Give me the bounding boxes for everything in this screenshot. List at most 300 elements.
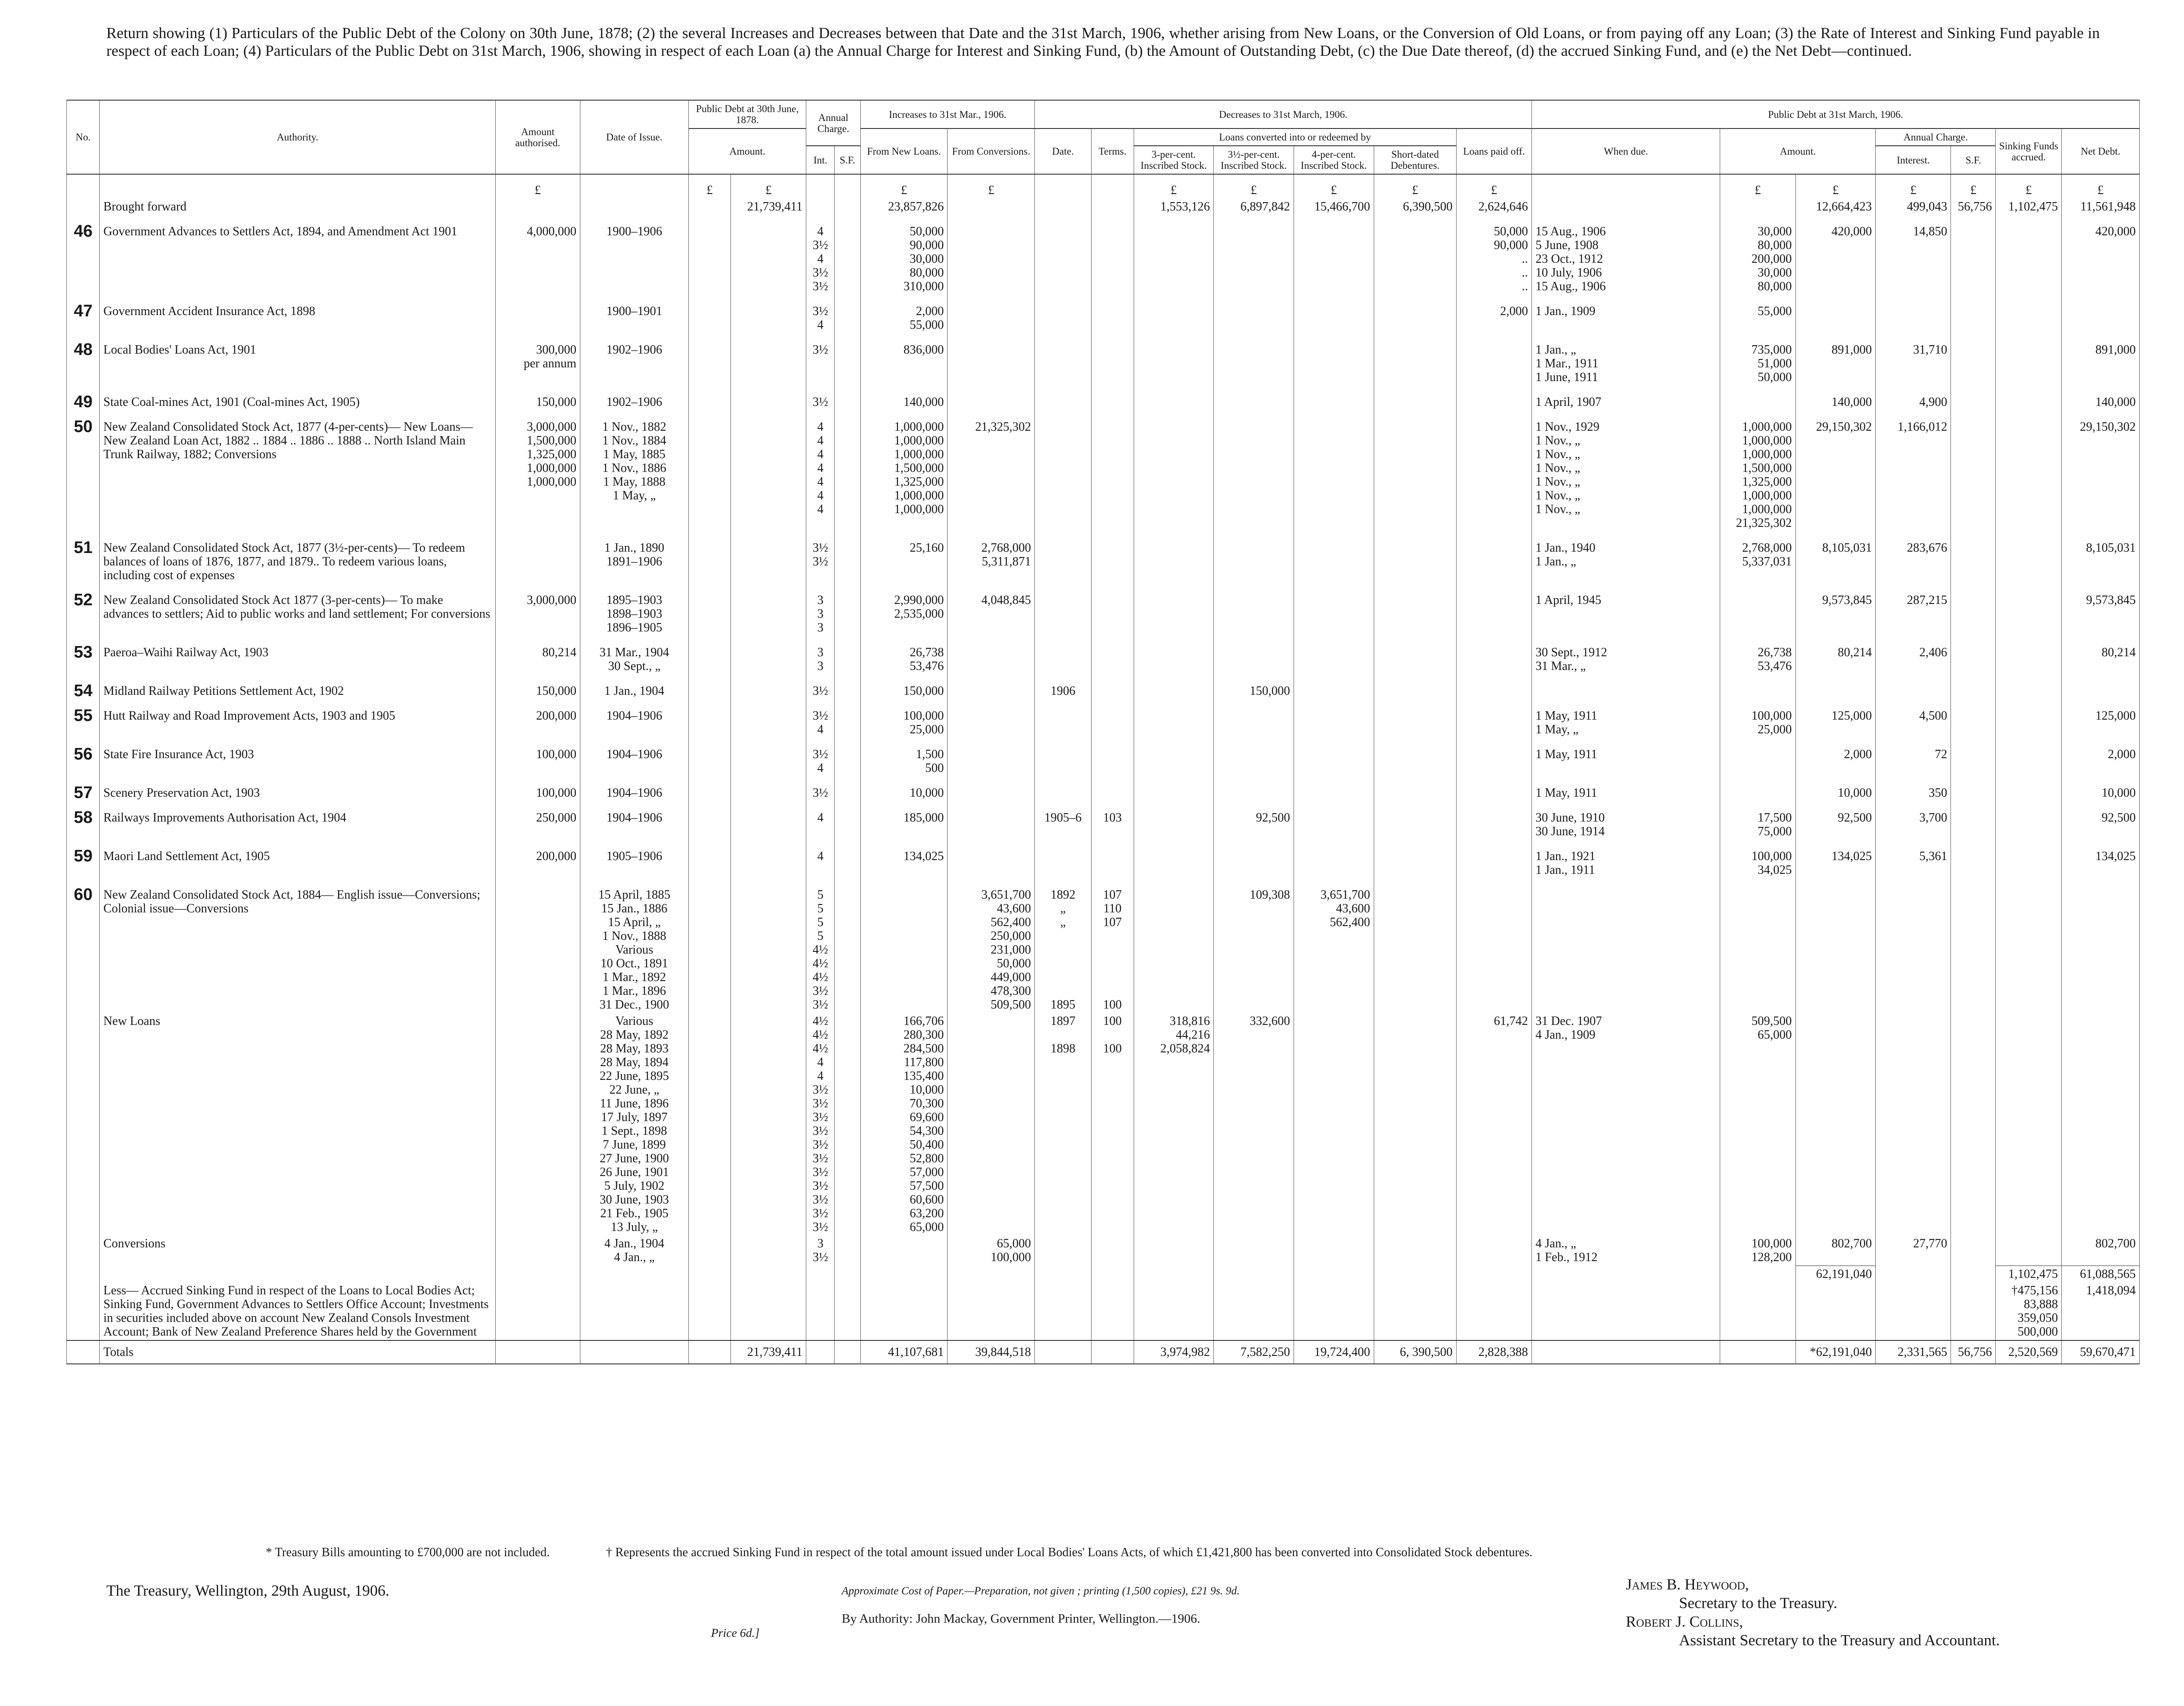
cell-int: 4½ 4½ 4½ 4 4 3½ 3½ 3½ 3½ 3½ 3½ 3½ 3½ 3½ 3½ 3½ bbox=[806, 1013, 835, 1235]
cell-c35 bbox=[1214, 699, 1294, 738]
cell-sfa: 1,102,475 bbox=[1996, 1266, 2062, 1282]
table-header bbox=[67, 100, 2140, 174]
cell-dd bbox=[1035, 410, 1092, 531]
cell-no: 57 bbox=[67, 776, 100, 801]
cell-a1: 17,500 75,000 bbox=[1720, 801, 1795, 840]
cell-t1: 2,000 bbox=[1795, 738, 1876, 776]
cell-po bbox=[1456, 386, 1531, 410]
cell-c3 bbox=[1134, 1266, 1214, 1282]
cell-t1: 134,025 bbox=[1795, 840, 1876, 878]
cell-cv: 65,000 100,000 bbox=[948, 1235, 1035, 1266]
cell-int: 3½ bbox=[806, 776, 835, 801]
cell-di: 1904–1906 bbox=[580, 801, 689, 840]
cell-as bbox=[1951, 1282, 1996, 1340]
cell-po bbox=[1456, 531, 1531, 584]
cell-wd: 15 Aug., 1906 5 June, 1908 23 Oct., 1912 10 July, 1906 15 Aug., 1906 bbox=[1532, 215, 1720, 295]
col-three-half-pc: 3½-per-cent. Inscribed Stock. bbox=[1214, 146, 1294, 174]
cell-po bbox=[1456, 1266, 1531, 1282]
cell-dd: 1906 bbox=[1035, 674, 1092, 699]
cell-wd: 1 April, 1945 bbox=[1532, 584, 1720, 636]
cell-dp0 bbox=[688, 738, 731, 776]
cell-c4 bbox=[1294, 295, 1374, 333]
cell-dp bbox=[731, 738, 806, 776]
pound-cell bbox=[835, 174, 860, 199]
cell-po bbox=[1456, 738, 1531, 776]
cell-as bbox=[1951, 878, 1996, 1013]
cell-sfc bbox=[835, 699, 860, 738]
cell-cv bbox=[948, 386, 1035, 410]
col-authority: Authority. bbox=[100, 100, 495, 174]
cell-cv bbox=[948, 1013, 1035, 1235]
cell-sfa bbox=[1996, 636, 2062, 674]
cell-net: 125,000 bbox=[2062, 699, 2140, 738]
cell-wd: 1 Jan., „ 1 Mar., 1911 1 June, 1911 bbox=[1532, 333, 1720, 386]
cell-auth: Railways Improvements Authorisation Act, 1904 bbox=[100, 801, 495, 840]
cell-t1: 9,573,845 bbox=[1795, 584, 1876, 636]
cell-sfc bbox=[835, 199, 860, 215]
cell-c35 bbox=[1214, 1266, 1294, 1282]
cell-wd: 1 Jan., 1940 1 Jan., „ bbox=[1532, 531, 1720, 584]
cell-wd: 1 May, 1911 1 May, „ bbox=[1532, 699, 1720, 738]
cell-nl: 10,000 bbox=[860, 776, 948, 801]
cell-aa bbox=[495, 531, 580, 584]
cell-po bbox=[1456, 840, 1531, 878]
cell-wd: 1 Jan., 1909 bbox=[1532, 295, 1720, 333]
cell-nl: 25,160 bbox=[860, 531, 948, 584]
pound-cell: £ bbox=[1795, 174, 1876, 199]
cell-as bbox=[1951, 1235, 1996, 1266]
cell-po bbox=[1456, 878, 1531, 1013]
cell-sfa bbox=[1996, 801, 2062, 840]
cell-as bbox=[1951, 699, 1996, 738]
cell-ai: 27,770 bbox=[1876, 1235, 1951, 1266]
cell-aa: 80,214 bbox=[495, 636, 580, 674]
table-row bbox=[67, 878, 2140, 1013]
table-row bbox=[67, 738, 2140, 776]
cell-auth: New Zealand Consolidated Stock Act, 1877 (3½-per-cents)— To redeem balances of loans of 1876, 1877, and 1879.. To redeem various loans, including cost of expenses bbox=[100, 531, 495, 584]
cell-sd bbox=[1374, 801, 1456, 840]
cell-int: 3 3 3 bbox=[806, 584, 835, 636]
cell-net: 802,700 bbox=[2062, 1235, 2140, 1266]
cell-dd: 1905–6 bbox=[1035, 801, 1092, 840]
cell-int: 3½ 3½ bbox=[806, 531, 835, 584]
cell-ai: 31,710 bbox=[1876, 333, 1951, 386]
cell-di bbox=[580, 1340, 689, 1364]
cell-auth: Scenery Preservation Act, 1903 bbox=[100, 776, 495, 801]
col-debt-1878: Public Debt at 30th June, 1878. bbox=[688, 100, 806, 129]
cell-tm bbox=[1091, 738, 1134, 776]
cell-sfc bbox=[835, 636, 860, 674]
cell-nl: 41,107,681 bbox=[860, 1340, 948, 1364]
cell-int bbox=[806, 199, 835, 215]
cell-nl: 185,000 bbox=[860, 801, 948, 840]
cell-dd bbox=[1035, 295, 1092, 333]
cell-no: 53 bbox=[67, 636, 100, 674]
cell-di: 1902–1906 bbox=[580, 386, 689, 410]
cell-no bbox=[67, 1340, 100, 1364]
cell-dp bbox=[731, 636, 806, 674]
pound-cell: £ bbox=[1134, 174, 1214, 199]
cell-a1 bbox=[1720, 738, 1795, 776]
cell-c4 bbox=[1294, 674, 1374, 699]
cell-no: 46 bbox=[67, 215, 100, 295]
cell-sd bbox=[1374, 878, 1456, 1013]
cell-as bbox=[1951, 295, 1996, 333]
cell-cv bbox=[948, 776, 1035, 801]
cell-as bbox=[1951, 410, 1996, 531]
cell-t1 bbox=[1795, 295, 1876, 333]
cell-ai: 14,850 bbox=[1876, 215, 1951, 295]
cell-po bbox=[1456, 636, 1531, 674]
cell-net bbox=[2062, 1013, 2140, 1235]
cell-c35: 109,308 bbox=[1214, 878, 1294, 1013]
cell-net bbox=[2062, 295, 2140, 333]
col-increases: Increases to 31st Mar., 1906. bbox=[860, 100, 1034, 129]
cell-tm bbox=[1091, 1282, 1134, 1340]
cell-sd bbox=[1374, 215, 1456, 295]
cell-int bbox=[806, 1266, 835, 1282]
cell-ai bbox=[1876, 878, 1951, 1013]
cell-c4: 19,724,400 bbox=[1294, 1340, 1374, 1364]
cell-wd bbox=[1532, 199, 1720, 215]
cell-di bbox=[580, 1266, 689, 1282]
cell-dd bbox=[1035, 531, 1092, 584]
cell-c3 bbox=[1134, 776, 1214, 801]
cell-c4 bbox=[1294, 410, 1374, 531]
footnote-dagger: † Represents the accrued Sinking Fund in respect of the total amount issued under Local Bodies' Loans Acts, of which £1,421,800 has been converted into Consolidated Stock debentures. bbox=[606, 1546, 1533, 1559]
pound-symbol-row bbox=[67, 174, 2140, 199]
cell-sd bbox=[1374, 531, 1456, 584]
cell-ai: 72 bbox=[1876, 738, 1951, 776]
cell-tm bbox=[1091, 410, 1134, 531]
cell-a1: 509,500 65,000 bbox=[1720, 1013, 1795, 1235]
cell-sfa bbox=[1996, 215, 2062, 295]
cell-c3 bbox=[1134, 584, 1214, 636]
cell-aa: 3,000,000 bbox=[495, 584, 580, 636]
cell-as bbox=[1951, 1013, 1996, 1235]
cell-t1 bbox=[1795, 878, 1876, 1013]
cell-dd bbox=[1035, 840, 1092, 878]
cell-c35 bbox=[1214, 636, 1294, 674]
pound-cell: £ bbox=[1876, 174, 1951, 199]
cell-dd: 1897 1898 bbox=[1035, 1013, 1092, 1235]
cell-dp0 bbox=[688, 333, 731, 386]
cell-c35: 150,000 bbox=[1214, 674, 1294, 699]
table-row bbox=[67, 531, 2140, 584]
cell-net: 134,025 bbox=[2062, 840, 2140, 878]
cell-cv bbox=[948, 199, 1035, 215]
cell-dp0 bbox=[688, 410, 731, 531]
table-row bbox=[67, 674, 2140, 699]
pound-cell: £ bbox=[1951, 174, 1996, 199]
cell-c4 bbox=[1294, 1266, 1374, 1282]
cell-dp bbox=[731, 333, 806, 386]
cell-c3 bbox=[1134, 410, 1214, 531]
cell-dp: 21,739,411 bbox=[731, 1340, 806, 1364]
cell-no bbox=[67, 1266, 100, 1282]
cell-c3 bbox=[1134, 333, 1214, 386]
cell-dp bbox=[731, 1013, 806, 1235]
cell-dd bbox=[1035, 199, 1092, 215]
cell-c35 bbox=[1214, 386, 1294, 410]
cell-aa: 250,000 bbox=[495, 801, 580, 840]
cell-di: 1 Nov., 1882 1 Nov., 1884 1 May, 1885 1 Nov., 1886 1 May, 1888 1 May, „ bbox=[580, 410, 689, 531]
cell-sfc bbox=[835, 215, 860, 295]
cell-tm bbox=[1091, 386, 1134, 410]
cell-t1 bbox=[1795, 1282, 1876, 1340]
col-amount-1878: Amount. bbox=[688, 129, 806, 174]
table-row bbox=[67, 1013, 2140, 1235]
cell-auth: Midland Railway Petitions Settlement Act, 1902 bbox=[100, 674, 495, 699]
cell-int: 5 5 5 5 4½ 4½ 4½ 3½ 3½ bbox=[806, 878, 835, 1013]
cell-aa bbox=[495, 295, 580, 333]
col-date-of-issue: Date of Issue. bbox=[580, 100, 689, 174]
cell-sd bbox=[1374, 1282, 1456, 1340]
cell-dp bbox=[731, 699, 806, 738]
cell-cv: 3,651,700 43,600 562,400 250,000 231,000 50,000 449,000 478,300 509,500 bbox=[948, 878, 1035, 1013]
pound-cell bbox=[67, 174, 100, 199]
cell-cv: 21,325,302 bbox=[948, 410, 1035, 531]
col-interest: Interest. bbox=[1876, 146, 1951, 174]
cell-no: 59 bbox=[67, 840, 100, 878]
cell-c35 bbox=[1214, 1282, 1294, 1340]
cell-aa: 300,000 per annum bbox=[495, 333, 580, 386]
cell-di: 4 Jan., 1904 4 Jan., „ bbox=[580, 1235, 689, 1266]
col-annual-charge: Annual Charge. bbox=[806, 100, 860, 146]
table-row bbox=[67, 699, 2140, 738]
cell-ai bbox=[1876, 674, 1951, 699]
cell-net: 1,418,094 bbox=[2062, 1282, 2140, 1340]
cell-wd: 1 Jan., 1921 1 Jan., 1911 bbox=[1532, 840, 1720, 878]
pound-cell: £ bbox=[1720, 174, 1795, 199]
cell-c3: 318,816 44,216 2,058,824 bbox=[1134, 1013, 1214, 1235]
imprint-block bbox=[842, 1584, 1462, 1626]
cell-sfc bbox=[835, 531, 860, 584]
footnotes bbox=[266, 1546, 2126, 1560]
cell-no bbox=[67, 1282, 100, 1340]
cell-aa bbox=[495, 199, 580, 215]
col-debt-1906: Public Debt at 31st March, 1906. bbox=[1532, 100, 2140, 129]
table-row bbox=[67, 215, 2140, 295]
signatory-1-name: James B. Heywood, bbox=[1626, 1576, 1749, 1593]
cell-no bbox=[67, 1013, 100, 1235]
cell-tm bbox=[1091, 215, 1134, 295]
cell-aa: 200,000 bbox=[495, 840, 580, 878]
cell-as bbox=[1951, 636, 1996, 674]
cell-sfc bbox=[835, 1282, 860, 1340]
cell-aa bbox=[495, 1235, 580, 1266]
cell-dd: 1892 „ „ 1895 bbox=[1035, 878, 1092, 1013]
cell-c35 bbox=[1214, 215, 1294, 295]
col-four-pc: 4-per-cent. Inscribed Stock. bbox=[1294, 146, 1374, 174]
cell-c4 bbox=[1294, 1282, 1374, 1340]
col-converted-by: Loans converted into or redeemed by bbox=[1134, 129, 1456, 146]
cell-sfa bbox=[1996, 776, 2062, 801]
signatory-2-name: Robert J. Collins, bbox=[1626, 1613, 1743, 1630]
cell-sd bbox=[1374, 738, 1456, 776]
cell-sfc bbox=[835, 1340, 860, 1364]
cell-tm bbox=[1091, 699, 1134, 738]
cell-cv: 4,048,845 bbox=[948, 584, 1035, 636]
cell-dp bbox=[731, 215, 806, 295]
table-body bbox=[67, 174, 2140, 1364]
cell-aa: 150,000 bbox=[495, 674, 580, 699]
cell-sfa bbox=[1996, 840, 2062, 878]
cell-di: 1904–1906 bbox=[580, 738, 689, 776]
cell-t1: 420,000 bbox=[1795, 215, 1876, 295]
cell-po: 2,624,646 bbox=[1456, 199, 1531, 215]
col-no: No. bbox=[67, 100, 100, 174]
cell-dp0 bbox=[688, 1340, 731, 1364]
cell-cv bbox=[948, 1282, 1035, 1340]
cell-c4 bbox=[1294, 215, 1374, 295]
cell-net: 92,500 bbox=[2062, 801, 2140, 840]
cell-wd bbox=[1532, 1340, 1720, 1364]
cell-as bbox=[1951, 738, 1996, 776]
cell-t1: 12,664,423 bbox=[1795, 199, 1876, 215]
cell-sd bbox=[1374, 674, 1456, 699]
table-row bbox=[67, 199, 2140, 215]
cell-sfa bbox=[1996, 1235, 2062, 1266]
footnote-star: * Treasury Bills amounting to £700,000 are not included. bbox=[266, 1546, 550, 1559]
cell-ai bbox=[1876, 1013, 1951, 1235]
cell-dp0 bbox=[688, 199, 731, 215]
cell-cv bbox=[948, 801, 1035, 840]
cell-ai: 3,700 bbox=[1876, 801, 1951, 840]
cell-dp bbox=[731, 674, 806, 699]
cell-net: 10,000 bbox=[2062, 776, 2140, 801]
cell-c3: 3,974,982 bbox=[1134, 1340, 1214, 1364]
cell-net bbox=[2062, 674, 2140, 699]
cell-no bbox=[67, 199, 100, 215]
cell-net bbox=[2062, 878, 2140, 1013]
cell-sfa bbox=[1996, 584, 2062, 636]
cell-nl: 140,000 bbox=[860, 386, 948, 410]
cell-c4 bbox=[1294, 333, 1374, 386]
cell-tm bbox=[1091, 531, 1134, 584]
cell-as bbox=[1951, 531, 1996, 584]
pound-cell: £ bbox=[1214, 174, 1294, 199]
pound-cell: £ bbox=[1996, 174, 2062, 199]
cell-dp bbox=[731, 1282, 806, 1340]
cell-cv bbox=[948, 333, 1035, 386]
cell-nl: 150,000 bbox=[860, 674, 948, 699]
cell-c3: 1,553,126 bbox=[1134, 199, 1214, 215]
cell-sfc bbox=[835, 295, 860, 333]
cell-as bbox=[1951, 386, 1996, 410]
cell-no: 48 bbox=[67, 333, 100, 386]
cell-net: 8,105,031 bbox=[2062, 531, 2140, 584]
cell-net: 59,670,471 bbox=[2062, 1340, 2140, 1364]
cell-dp0 bbox=[688, 1266, 731, 1282]
cell-wd: 1 May, 1911 bbox=[1532, 738, 1720, 776]
cell-po: 2,000 bbox=[1456, 295, 1531, 333]
cell-a1: 30,000 80,000 200,000 30,000 80,000 bbox=[1720, 215, 1795, 295]
cell-sfa bbox=[1996, 333, 2062, 386]
cell-aa bbox=[495, 1266, 580, 1282]
cell-c3 bbox=[1134, 295, 1214, 333]
cell-as bbox=[1951, 801, 1996, 840]
cell-di: 31 Mar., 1904 30 Sept., „ bbox=[580, 636, 689, 674]
cell-int bbox=[806, 1282, 835, 1340]
cell-aa: 3,000,000 1,500,000 1,325,000 1,000,000 1,000,000 bbox=[495, 410, 580, 531]
cell-dd bbox=[1035, 1282, 1092, 1340]
pound-cell: £ bbox=[2062, 174, 2140, 199]
cell-no: 55 bbox=[67, 699, 100, 738]
cell-net: 9,573,845 bbox=[2062, 584, 2140, 636]
cell-c35: 332,600 bbox=[1214, 1013, 1294, 1235]
cell-tm bbox=[1091, 1266, 1134, 1282]
cell-dp0 bbox=[688, 1235, 731, 1266]
cell-dp bbox=[731, 410, 806, 531]
cell-dp: 21,739,411 bbox=[731, 199, 806, 215]
cell-nl: 2,990,000 2,535,000 bbox=[860, 584, 948, 636]
cell-c3 bbox=[1134, 1282, 1214, 1340]
cell-di: 1904–1906 bbox=[580, 699, 689, 738]
cell-ai: 4,500 bbox=[1876, 699, 1951, 738]
cell-a1: 26,738 53,476 bbox=[1720, 636, 1795, 674]
cell-sfc bbox=[835, 840, 860, 878]
cell-sfc bbox=[835, 333, 860, 386]
table-row bbox=[67, 295, 2140, 333]
cell-nl: 2,000 55,000 bbox=[860, 295, 948, 333]
cell-t1 bbox=[1795, 1013, 1876, 1235]
cell-dp0 bbox=[688, 801, 731, 840]
cell-c3 bbox=[1134, 636, 1214, 674]
cell-dd bbox=[1035, 776, 1092, 801]
cell-c35 bbox=[1214, 410, 1294, 531]
cell-nl: 50,000 90,000 30,000 80,000 310,000 bbox=[860, 215, 948, 295]
table-row bbox=[67, 1282, 2140, 1340]
cell-c35 bbox=[1214, 295, 1294, 333]
cell-net: 29,150,302 bbox=[2062, 410, 2140, 531]
col-loans-paid-off: Loans paid off. bbox=[1456, 129, 1531, 174]
cell-tm: 103 bbox=[1091, 801, 1134, 840]
price: Price 6d.] bbox=[711, 1626, 760, 1640]
cell-ai: 287,215 bbox=[1876, 584, 1951, 636]
public-debt-table bbox=[66, 100, 2140, 1364]
cell-c3 bbox=[1134, 699, 1214, 738]
cell-dp0 bbox=[688, 1282, 731, 1340]
pound-cell bbox=[580, 174, 689, 199]
cell-as bbox=[1951, 584, 1996, 636]
cell-auth: New Zealand Consolidated Stock Act 1877 (3-per-cents)— To make advances to settlers; Aid to public works and land settlement; For conversions bbox=[100, 584, 495, 636]
cell-di: 1904–1906 bbox=[580, 776, 689, 801]
cell-sd bbox=[1374, 636, 1456, 674]
cell-po bbox=[1456, 584, 1531, 636]
cell-int: 3½ bbox=[806, 333, 835, 386]
cell-a1 bbox=[1720, 584, 1795, 636]
cell-cv bbox=[948, 699, 1035, 738]
cell-aa: 4,000,000 bbox=[495, 215, 580, 295]
cell-net: 891,000 bbox=[2062, 333, 2140, 386]
cell-dd bbox=[1035, 215, 1092, 295]
cell-ai bbox=[1876, 295, 1951, 333]
cell-a1 bbox=[1720, 1282, 1795, 1340]
cell-po: 61,742 bbox=[1456, 1013, 1531, 1235]
cell-wd: 30 June, 1910 30 June, 1914 bbox=[1532, 801, 1720, 840]
cell-dp bbox=[731, 1266, 806, 1282]
cell-no: 58 bbox=[67, 801, 100, 840]
cell-c4 bbox=[1294, 840, 1374, 878]
cell-cv bbox=[948, 738, 1035, 776]
cell-sfc bbox=[835, 738, 860, 776]
cell-net: 420,000 bbox=[2062, 215, 2140, 295]
cell-tm: 100 100 bbox=[1091, 1013, 1134, 1235]
pound-cell: £ bbox=[948, 174, 1035, 199]
cell-dp0 bbox=[688, 878, 731, 1013]
cell-po bbox=[1456, 1282, 1531, 1340]
